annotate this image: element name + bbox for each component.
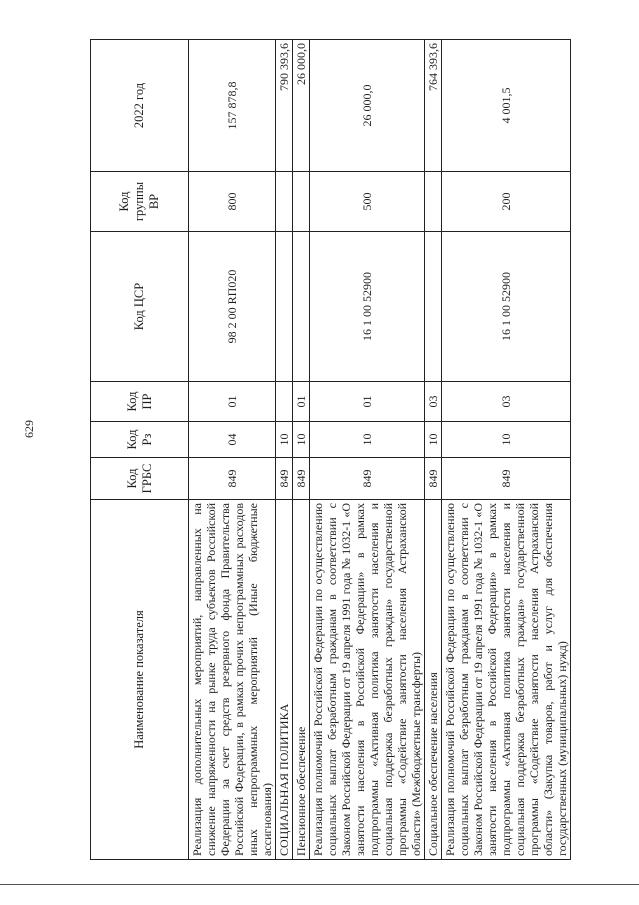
row-vr xyxy=(293,172,310,232)
row-rz: 04 xyxy=(189,422,276,458)
table-row xyxy=(310,40,425,860)
row-vr: 800 xyxy=(189,172,276,232)
table-row xyxy=(276,40,293,860)
header-year: 2022 год xyxy=(91,40,189,172)
table-row xyxy=(442,40,571,860)
row-pr xyxy=(276,382,293,422)
row-csr xyxy=(425,232,442,382)
row-rz: 10 xyxy=(442,422,571,458)
row-pr: 01 xyxy=(293,382,310,422)
row-pr: 03 xyxy=(442,382,571,422)
rotated-page-content xyxy=(90,40,630,860)
row-grbs: 849 xyxy=(293,458,310,500)
row-amount: 157 878,8 xyxy=(189,40,276,172)
row-csr xyxy=(293,232,310,382)
header-name: Наименование показателя xyxy=(91,500,189,860)
row-name: Пенсионное обеспечение xyxy=(293,500,310,860)
row-rz: 10 xyxy=(425,422,442,458)
row-pr: 01 xyxy=(310,382,425,422)
row-name: Реализация полномочий Российской Федерации по осуществлению социальных выплат безработным гражданам в соответствии с Законом Российской Федерации от 19 апреля 1991 года № 1032-1 «О занятости населения в Российской Федерации» в рамках подпрограммы «Активная политика занятости населения и социальная поддержка безработных граждан» государственной программы «Содействие занятости населения Астраханской области» (Закупка товаров, работ и услуг для обеспечения государственных (муниципальных) нужд) xyxy=(442,500,571,860)
table-row xyxy=(189,40,276,860)
row-grbs: 849 xyxy=(442,458,571,500)
budget-table xyxy=(90,39,571,860)
table-header-row xyxy=(91,40,189,860)
row-csr: 98 2 00 RП020 xyxy=(189,232,276,382)
table-row xyxy=(425,40,442,860)
row-rz: 10 xyxy=(276,422,293,458)
row-vr: 200 xyxy=(442,172,571,232)
row-csr: 16 1 00 52900 xyxy=(442,232,571,382)
row-amount: 790 393,6 xyxy=(276,40,293,172)
row-vr xyxy=(276,172,293,232)
row-rz: 10 xyxy=(310,422,425,458)
row-amount: 26 000,0 xyxy=(293,40,310,172)
bottom-rule xyxy=(0,884,639,885)
row-csr: 16 1 00 52900 xyxy=(310,232,425,382)
header-vr: Код группы ВР xyxy=(91,172,189,232)
row-pr: 01 xyxy=(189,382,276,422)
row-rz: 10 xyxy=(293,422,310,458)
row-amount: 764 393,6 xyxy=(425,40,442,172)
row-name: Реализация дополнительных мероприятий, направленных на снижение напряженности на рынке труда субъектов Российской Федерации за счет средств резервного фонда Правительства Российской Федерации, в рамках прочих непрограммных расходов иных непрограммных мероприятий (Иные бюджетные ассигнования) xyxy=(189,500,276,860)
row-amount: 26 000,0 xyxy=(310,40,425,172)
row-amount: 4 001,5 xyxy=(442,40,571,172)
row-name: Реализация полномочий Российской Федерации по осуществлению социальных выплат безработным гражданам в соответствии с Законом Российской Федерации от 19 апреля 1991 года № 1032-1 «О занятости населения в Российской Федерации» в рамках подпрограммы «Активная политика занятости населения и социальная поддержка безработных граждан» государственной программы «Содействие занятости населения Астраханской области» (Межбюджетные трансферты) xyxy=(310,500,425,860)
page-number: 629 xyxy=(22,420,36,438)
row-vr: 500 xyxy=(310,172,425,232)
row-csr xyxy=(276,232,293,382)
header-pr: Код ПР xyxy=(91,382,189,422)
row-grbs: 849 xyxy=(189,458,276,500)
table-row xyxy=(293,40,310,860)
row-grbs: 849 xyxy=(310,458,425,500)
row-name: Социальное обеспечение населения xyxy=(425,500,442,860)
row-pr: 03 xyxy=(425,382,442,422)
header-grbs: Код ГРБС xyxy=(91,458,189,500)
row-vr xyxy=(425,172,442,232)
header-rz: Код Рз xyxy=(91,422,189,458)
row-grbs: 849 xyxy=(425,458,442,500)
header-csr: Код ЦСР xyxy=(91,232,189,382)
row-grbs: 849 xyxy=(276,458,293,500)
row-name: СОЦИАЛЬНАЯ ПОЛИТИКА xyxy=(276,500,293,860)
